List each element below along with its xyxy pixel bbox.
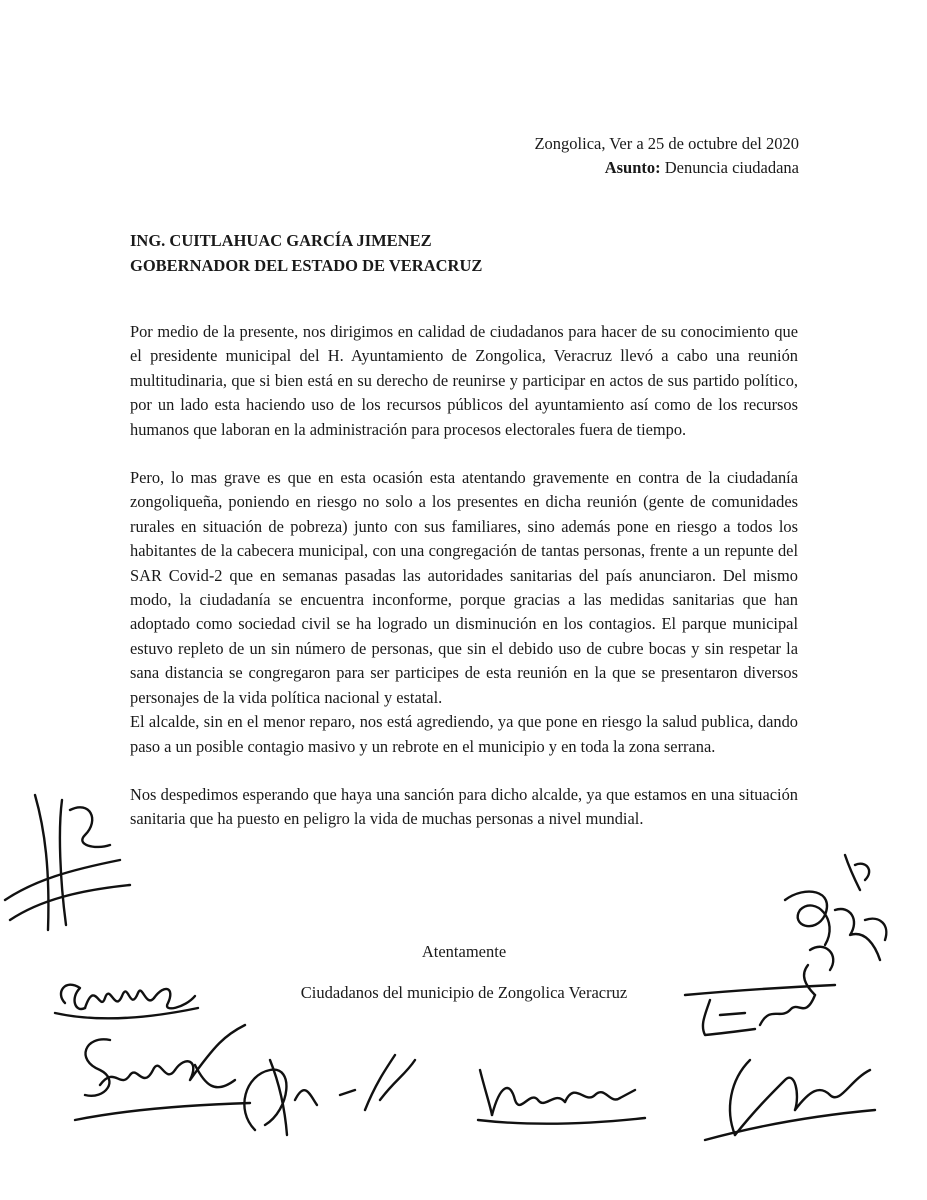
valediction: Atentamente	[421, 942, 507, 961]
signature-right-middle	[680, 965, 840, 1045]
signature-center-right	[470, 1060, 650, 1130]
letter-body	[130, 320, 798, 832]
sender-line: Ciudadanos del municipio de Zongolica Veracruz	[300, 983, 628, 1002]
addressee-position: GOBERNADOR DEL ESTADO DE VERACRUZ	[130, 256, 483, 275]
signature-center-left	[225, 1040, 425, 1150]
body-paragraph-3: El alcalde, sin en el menor reparo, nos está agrediendo, ya que pone en riesgo la salud publica, dando paso a un posible contagio masivo y un rebrote en el municipio y en toda la zona serrana.	[130, 712, 798, 756]
subject-value: Denuncia ciudadana	[664, 158, 799, 177]
addressee-name: ING. CUITLAHUAC GARCÍA JIMENEZ	[130, 231, 432, 250]
signature-right-top	[765, 850, 905, 980]
place-date: Zongolica, Ver a 25 de octubre del 2020	[534, 134, 799, 153]
body-paragraph-2: Pero, lo mas grave es que en esta ocasión esta atentando gravemente en contra de la ciudadanía zongoliqueña, poniendo en riesgo no solo a los presentes en dicha reunión (gente de comunidades rurales en situación de pobreza) junto con sus familiares, sino además pone en riesgo a todos los habitantes de la cabecera municipal, con una congregación de tantas personas, frente a un repunte del SAR Covid-2 que en semanas pasadas las autoridades sanitarias del país anunciaron. Del mismo modo, la ciudadanía se encuentra inconforme, porque gracias a las medidas sanitarias que han adoptado como sociedad civil se ha logrado un disminución en los contagios. El parque municipal estuvo repleto de un sin número de personas, que sin el debido uso de cubre bocas y sin respetar la sana distancia se congregaron para ser participes de esta reunión en la que se presentaron diversos personajes de la vida política nacional y estatal.	[130, 468, 798, 707]
subject-label: Asunto:	[604, 158, 661, 177]
signature-left-top	[0, 790, 140, 940]
addressee-block	[130, 228, 482, 278]
signature-right-bottom	[700, 1040, 880, 1150]
body-paragraph-4: Nos despedimos esperando que haya una sanción para dicho alcalde, ya que estamos en una situación sanitaria que ha puesto en peligro la vida de muchas personas a nivel mundial.	[130, 784, 798, 829]
signature-left-middle	[50, 968, 200, 1028]
letter-header	[534, 132, 799, 180]
subject-line	[534, 156, 799, 180]
body-paragraph-1: Por medio de la presente, nos dirigimos en calidad de ciudadanos para hacer de su conocimiento que el presidente municipal del H. Ayuntamiento de Zongolica, Veracruz llevó a cabo una reunión multitudinaria, que si bien está en su derecho de reunirse y participar en actos de sus partido político, por un lado esta haciendo uso de los recursos públicos del ayuntamiento así como de los recursos humanos que laboran en la administración para procesos electorales fuera de tiempo.	[130, 322, 798, 439]
